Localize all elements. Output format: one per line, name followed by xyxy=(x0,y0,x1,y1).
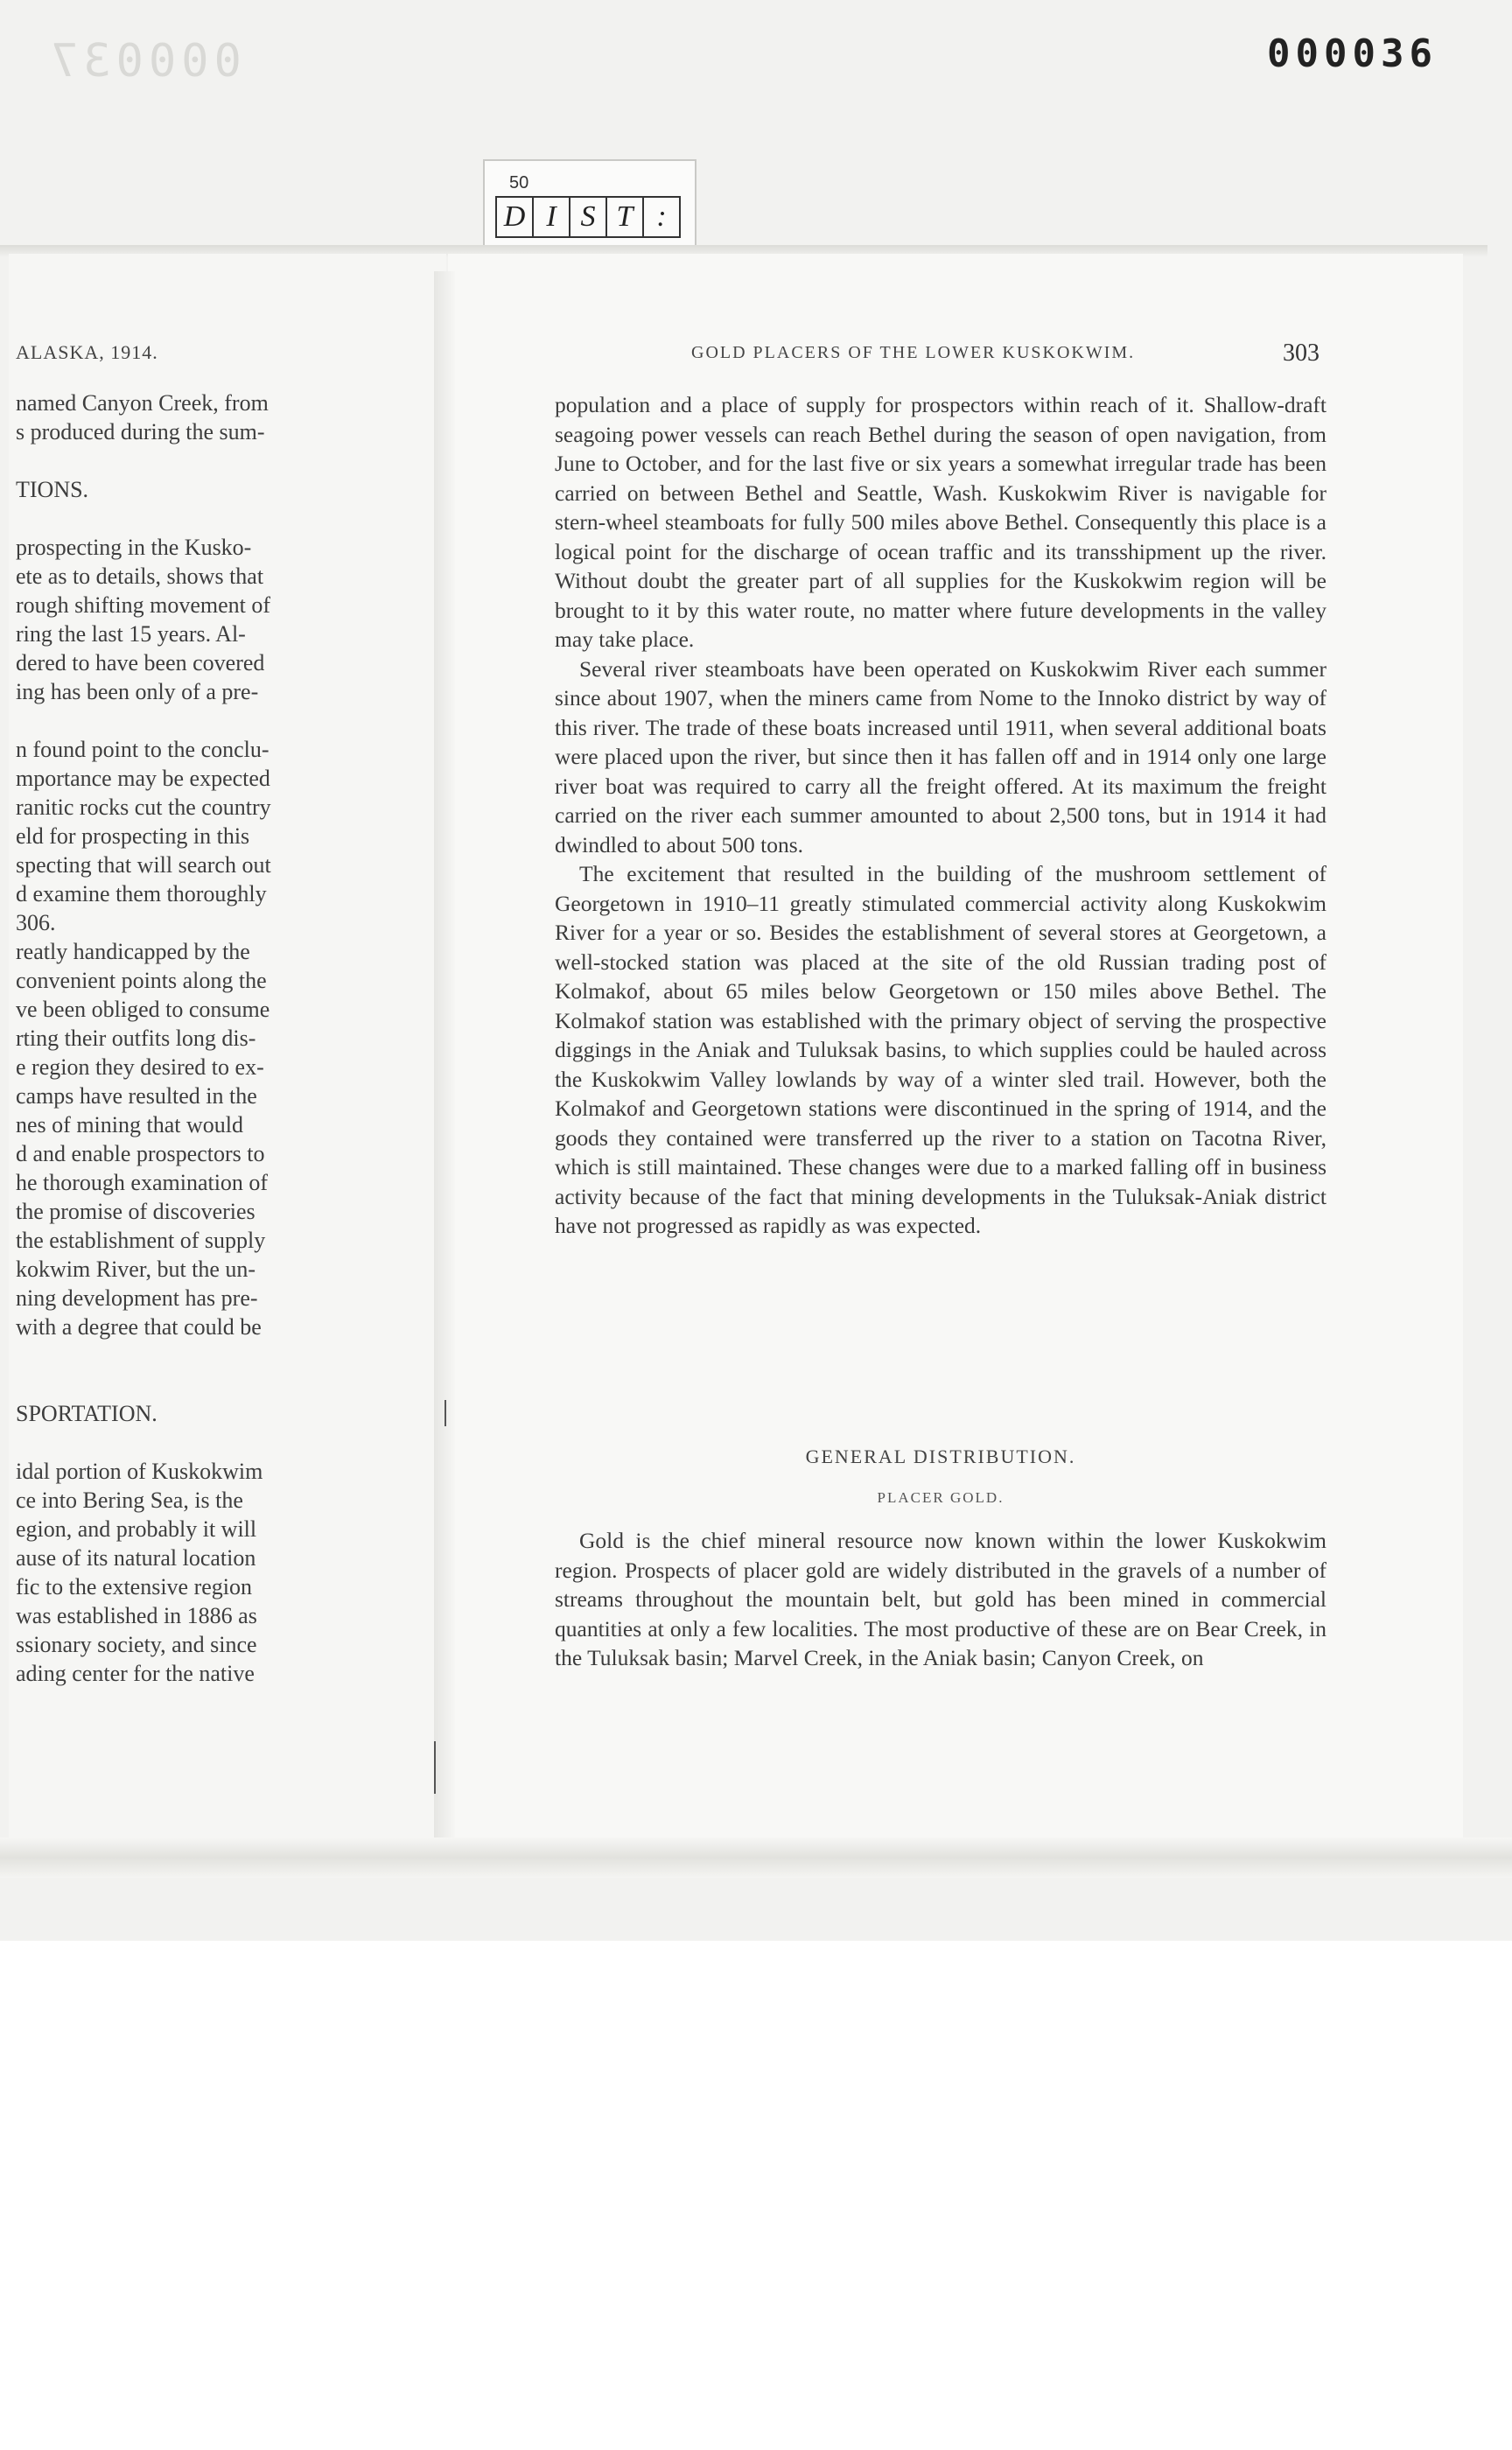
left-page-line xyxy=(16,1428,340,1457)
left-page-line: ause of its natural location xyxy=(16,1545,256,1571)
left-page-line: eld for prospecting in this xyxy=(16,823,250,849)
left-page-line: with a degree that could be xyxy=(16,1314,262,1340)
left-page-line: 306. xyxy=(16,910,56,935)
left-page-line: ve been obliged to consume xyxy=(16,997,270,1022)
left-page-line: specting that will search out xyxy=(16,852,271,878)
left-page-line: e region they desired to ex- xyxy=(16,1054,264,1080)
body-text-upper xyxy=(555,390,1326,1241)
ghost-stamp-number: 000037 xyxy=(46,35,242,88)
right-running-head: GOLD PLACERS OF THE LOWER KUSKOKWIM. xyxy=(691,343,1136,362)
left-page-line: ning development has pre- xyxy=(16,1285,258,1311)
sub-heading: PLACER GOLD. xyxy=(877,1489,1004,1506)
left-page-line: camps have resulted in the xyxy=(16,1083,257,1109)
margin-mark xyxy=(444,1400,446,1426)
left-page-line: he thorough examination of xyxy=(16,1170,269,1195)
left-page-line: SPORTATION. xyxy=(16,1401,158,1426)
left-page-line: reatly handicapped by the xyxy=(16,939,250,964)
left-page-line: rting their outfits long dis- xyxy=(16,1026,256,1051)
page-bottom-edge xyxy=(0,1838,1512,1878)
left-page-line: the establishment of supply xyxy=(16,1228,266,1253)
left-page-line: egion, and probably it will xyxy=(16,1516,257,1542)
page-number: 303 xyxy=(1283,340,1320,367)
left-page-line: dered to have been covered xyxy=(16,650,265,676)
left-page-line: was established in 1886 as xyxy=(16,1603,257,1628)
left-page-line: fic to the extensive region xyxy=(16,1574,253,1600)
body-text-lower xyxy=(555,1526,1326,1673)
left-page-line: ing has been only of a pre- xyxy=(16,679,259,704)
left-page-line: ading center for the native xyxy=(16,1661,255,1686)
left-page-line: convenient points along the xyxy=(16,968,267,993)
paragraph: Several river steamboats have been operated on Kuskokwim River each summer since about 1907, when the miners came from Nome to the Innoko district by way of this river. The trade of these boats increased until 1911, when several additional boats were placed upon the river, but since then it has fallen off and in 1914 only one large river boat was required to carry all the freight offered. At its maximum the freight carried on the river each summer amounted to about 2,500 tons, but in 1914 it had dwindled to about 500 tons. xyxy=(555,655,1326,858)
left-page-line: ring the last 15 years. Al- xyxy=(16,621,246,647)
section-heading: GENERAL DISTRIBUTION. xyxy=(805,1446,1076,1467)
left-page-line xyxy=(16,446,340,475)
left-page-line: d and enable prospectors to xyxy=(16,1141,265,1166)
left-page-line: d examine them thoroughly xyxy=(16,881,267,906)
distribution-tag xyxy=(483,159,696,259)
left-page-line: mportance may be expected xyxy=(16,766,270,791)
tag-letter: S xyxy=(569,196,607,238)
left-running-head: ALASKA, 1914. xyxy=(16,341,158,363)
left-page-line xyxy=(16,504,340,533)
tag-letter: : xyxy=(642,196,681,238)
stamp-number: 000036 xyxy=(1267,32,1438,76)
book-spine xyxy=(434,271,455,1864)
left-page-line: nes of mining that would xyxy=(16,1112,243,1138)
margin-mark xyxy=(434,1741,436,1794)
left-page-line: s produced during the sum- xyxy=(16,419,265,444)
left-page-line xyxy=(16,1341,340,1370)
paragraph: Gold is the chief mineral resource now known within the lower Kuskokwim region. Prospects of placer gold are widely distributed in the gravels of a number of streams throughout the mountain belt, but gold has been mined in commercial quantities at only a few localities. The most productive of these are on Bear Creek, in the Tuluksak basin; Marvel Creek, in the Aniak basin; Canyon Creek, on xyxy=(555,1528,1326,1670)
tag-letter: T xyxy=(606,196,644,238)
left-page-line: kokwim River, but the un- xyxy=(16,1256,256,1282)
tag-letter: I xyxy=(532,196,570,238)
left-page-line: ssionary society, and since xyxy=(16,1632,257,1657)
left-page-line: prospecting in the Kusko- xyxy=(16,535,252,560)
left-page-text xyxy=(16,388,340,1688)
paragraph: population and a place of supply for prospectors within reach of it. Shallow-draft seagoing power vessels can reach Bethel during the season of open navigation, from June to October, and for the last five or six years a somewhat irregular trade has been carried on between Bethel and Seattle, Wash. Kuskokwim River is navigable for stern-wheel steamboats for fully 500 miles above Bethel. Consequently this place is a logical point for the discharge of ocean traffic and its transshipment up the river. Without doubt the greater part of all supplies for the Kuskokwim region will be brought to it by this water route, no matter where future developments in the valley may take place. xyxy=(555,392,1326,652)
left-page-line: n found point to the conclu- xyxy=(16,737,270,762)
tag-letter: D xyxy=(495,196,534,238)
left-page-line: the promise of discoveries xyxy=(16,1199,256,1224)
left-page-line: ete as to details, shows that xyxy=(16,564,264,589)
tag-number: 50 xyxy=(509,173,529,192)
left-page-line: idal portion of Kuskokwim xyxy=(16,1459,263,1484)
tag-letter-boxes xyxy=(495,196,679,238)
left-page-line: TIONS. xyxy=(16,477,89,502)
left-page-line xyxy=(16,1370,340,1399)
left-page-line: rough shifting movement of xyxy=(16,592,271,618)
left-page-line: named Canyon Creek, from xyxy=(16,390,269,416)
left-page-line: ce into Bering Sea, is the xyxy=(16,1488,243,1513)
paragraph: The excitement that resulted in the building of the mushroom settlement of Georgetown in 1910–11 greatly stimulated commercial activity along Kuskokwim River for a year or so. Besides the establishment of several stores at Georgetown, a well-stocked station was placed at the site of the old Russian trading post of Kolmakof, about 65 miles below Georgetown or 150 miles above Bethel. The Kolmakof station was established with the primary object of serving the prospective diggings in the Aniak and Tuluksak basins, to which supplies could be hauled across the Kuskokwim Valley lowlands by way of a winter sled trail. However, both the Kolmakof and Georgetown stations were discontinued in the spring of 1914, and the goods they contained were transferred up the river to a station on Tacotna River, which is still maintained. These changes were due to a marked falling off in business activity because of the fact that mining developments in the Tuluksak-Aniak district have not progressed as rapidly as was expected. xyxy=(555,861,1326,1238)
left-page-line xyxy=(16,706,340,735)
left-page-line: ranitic rocks cut the country xyxy=(16,794,271,820)
